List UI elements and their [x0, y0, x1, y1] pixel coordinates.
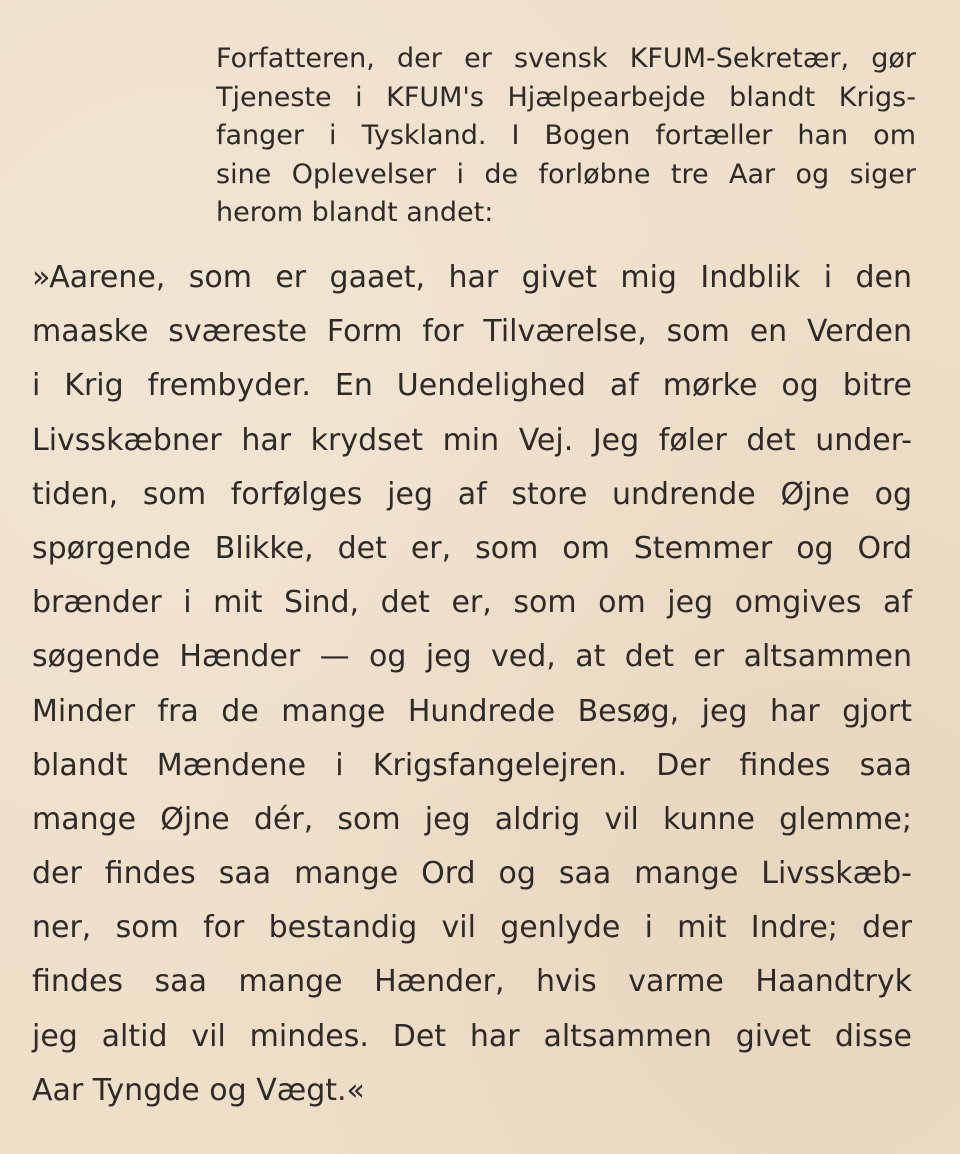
intro-line: Tjeneste i KFUM's Hjælpearbejde blandt Krigs- — [216, 81, 916, 113]
intro-paragraph — [216, 40, 916, 233]
quote-line: der findes saa mange Ord og saa mange Livsskæb- — [32, 856, 912, 892]
quote-paragraph — [32, 251, 912, 1118]
quote-line: tiden, som forfølges jeg af store undrende Øjne og — [32, 476, 912, 512]
quote-line: søgende Hænder — og jeg ved, at det er altsammen — [32, 639, 912, 675]
quote-line: Aar Tyngde og Vægt.« — [32, 1072, 365, 1108]
quote-line: blandt Mændene i Krigsfangelejren. Der findes saa — [32, 747, 912, 783]
quote-line: ner, som for bestandig vil genlyde i mit Indre; der — [32, 910, 912, 946]
intro-line: fanger i Tyskland. I Bogen fortæller han om — [216, 120, 916, 151]
intro-line: herom blandt andet: — [216, 197, 494, 228]
quote-line: findes saa mange Hænder, hvis varme Haandtryk — [32, 964, 912, 1000]
quote-line: »Aarene, som er gaaet, har givet mig Indblik i den — [32, 260, 912, 295]
quote-line: spørgende Blikke, det er, som om Stemmer og Ord — [32, 530, 912, 566]
quote-line: Minder fra de mange Hundrede Besøg, jeg har gjort — [32, 693, 912, 729]
quote-line: jeg altid vil mindes. Det har altsammen givet disse — [32, 1018, 912, 1054]
quote-line: i Krig frembyder. En Uendelighed af mørke og bitre — [32, 368, 912, 404]
intro-line: Forfatteren, der er svensk KFUM-Sekretær, gør — [216, 43, 916, 74]
quote-line: maaske sværeste Form for Tilværelse, som en Verden — [32, 314, 912, 350]
intro-line: sine Oplevelser i de forløbne tre Aar og siger — [216, 158, 916, 190]
quote-line: brænder i mit Sind, det er, som om jeg omgives af — [32, 585, 912, 621]
quote-line: Livsskæbner har krydset min Vej. Jeg føler det under- — [32, 422, 912, 458]
quote-line: mange Øjne dér, som jeg aldrig vil kunne glemme; — [32, 801, 912, 837]
